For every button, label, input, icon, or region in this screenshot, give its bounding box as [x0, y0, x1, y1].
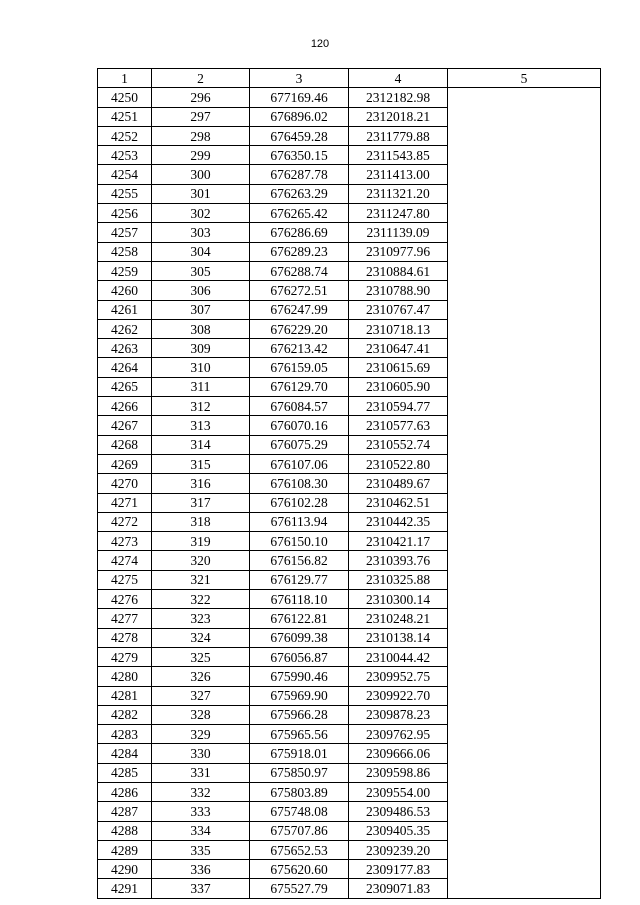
y-coordinate-cell: 2309666.06: [349, 744, 448, 763]
x-coordinate-cell: 675707.86: [250, 821, 349, 840]
x-coordinate-cell: 676247.99: [250, 300, 349, 319]
sequence-number-cell: 330: [152, 744, 250, 763]
point-number-cell: 4265: [98, 377, 152, 396]
point-number-cell: 4272: [98, 512, 152, 531]
point-number-cell: 4290: [98, 860, 152, 879]
y-coordinate-cell: 2310767.47: [349, 300, 448, 319]
sequence-number-cell: 319: [152, 532, 250, 551]
sequence-number-cell: 305: [152, 261, 250, 280]
sequence-number-cell: 327: [152, 686, 250, 705]
y-coordinate-cell: 2310647.41: [349, 339, 448, 358]
column-header-3: 3: [250, 69, 349, 88]
y-coordinate-cell: 2309405.35: [349, 821, 448, 840]
x-coordinate-cell: 676084.57: [250, 397, 349, 416]
sequence-number-cell: 303: [152, 223, 250, 242]
y-coordinate-cell: 2310248.21: [349, 609, 448, 628]
sequence-number-cell: 299: [152, 146, 250, 165]
x-coordinate-cell: 677169.46: [250, 88, 349, 107]
point-number-cell: 4253: [98, 146, 152, 165]
x-coordinate-cell: 676265.42: [250, 204, 349, 223]
table-row: [98, 88, 601, 107]
table-body: [98, 88, 601, 898]
point-number-cell: 4284: [98, 744, 152, 763]
page-number: 120: [310, 38, 330, 50]
sequence-number-cell: 320: [152, 551, 250, 570]
sequence-number-cell: 296: [152, 88, 250, 107]
y-coordinate-cell: 2310884.61: [349, 261, 448, 280]
x-coordinate-cell: 675803.89: [250, 782, 349, 801]
coordinates-table: [97, 68, 601, 899]
y-coordinate-cell: 2310522.80: [349, 454, 448, 473]
x-coordinate-cell: 676287.78: [250, 165, 349, 184]
x-coordinate-cell: 675652.53: [250, 840, 349, 859]
point-number-cell: 4261: [98, 300, 152, 319]
point-number-cell: 4277: [98, 609, 152, 628]
point-number-cell: 4264: [98, 358, 152, 377]
x-coordinate-cell: 675918.01: [250, 744, 349, 763]
y-coordinate-cell: 2310977.96: [349, 242, 448, 261]
point-number-cell: 4262: [98, 319, 152, 338]
x-coordinate-cell: 676159.05: [250, 358, 349, 377]
point-number-cell: 4260: [98, 281, 152, 300]
sequence-number-cell: 304: [152, 242, 250, 261]
point-number-cell: 4252: [98, 126, 152, 145]
y-coordinate-cell: 2310393.76: [349, 551, 448, 570]
sequence-number-cell: 302: [152, 204, 250, 223]
sequence-number-cell: 328: [152, 705, 250, 724]
x-coordinate-cell: 676263.29: [250, 184, 349, 203]
y-coordinate-cell: 2312182.98: [349, 88, 448, 107]
point-number-cell: 4286: [98, 782, 152, 801]
sequence-number-cell: 309: [152, 339, 250, 358]
x-coordinate-cell: 675990.46: [250, 667, 349, 686]
y-coordinate-cell: 2312018.21: [349, 107, 448, 126]
y-coordinate-cell: 2309878.23: [349, 705, 448, 724]
point-number-cell: 4288: [98, 821, 152, 840]
point-number-cell: 4274: [98, 551, 152, 570]
sequence-number-cell: 324: [152, 628, 250, 647]
point-number-cell: 4276: [98, 590, 152, 609]
sequence-number-cell: 310: [152, 358, 250, 377]
y-coordinate-cell: 2309071.83: [349, 879, 448, 898]
x-coordinate-cell: 676070.16: [250, 416, 349, 435]
x-coordinate-cell: 675620.60: [250, 860, 349, 879]
sequence-number-cell: 312: [152, 397, 250, 416]
x-coordinate-cell: 676129.77: [250, 570, 349, 589]
sequence-number-cell: 321: [152, 570, 250, 589]
y-coordinate-cell: 2311779.88: [349, 126, 448, 145]
sequence-number-cell: 315: [152, 454, 250, 473]
y-coordinate-cell: 2310788.90: [349, 281, 448, 300]
sequence-number-cell: 325: [152, 647, 250, 666]
y-coordinate-cell: 2311321.20: [349, 184, 448, 203]
x-coordinate-cell: 676272.51: [250, 281, 349, 300]
sequence-number-cell: 316: [152, 474, 250, 493]
column-header-2: 2: [152, 69, 250, 88]
y-coordinate-cell: 2310421.17: [349, 532, 448, 551]
x-coordinate-cell: 675748.08: [250, 802, 349, 821]
x-coordinate-cell: 676350.15: [250, 146, 349, 165]
x-coordinate-cell: 676288.74: [250, 261, 349, 280]
point-number-cell: 4268: [98, 435, 152, 454]
sequence-number-cell: 313: [152, 416, 250, 435]
x-coordinate-cell: 676122.81: [250, 609, 349, 628]
sequence-number-cell: 307: [152, 300, 250, 319]
x-coordinate-cell: 676213.42: [250, 339, 349, 358]
y-coordinate-cell: 2310044.42: [349, 647, 448, 666]
y-coordinate-cell: 2310615.69: [349, 358, 448, 377]
x-coordinate-cell: 675966.28: [250, 705, 349, 724]
sequence-number-cell: 335: [152, 840, 250, 859]
x-coordinate-cell: 676156.82: [250, 551, 349, 570]
point-number-cell: 4259: [98, 261, 152, 280]
y-coordinate-cell: 2311413.00: [349, 165, 448, 184]
point-number-cell: 4281: [98, 686, 152, 705]
point-number-cell: 4285: [98, 763, 152, 782]
sequence-number-cell: 334: [152, 821, 250, 840]
point-number-cell: 4254: [98, 165, 152, 184]
y-coordinate-cell: 2310138.14: [349, 628, 448, 647]
y-coordinate-cell: 2311139.09: [349, 223, 448, 242]
x-coordinate-cell: 676229.20: [250, 319, 349, 338]
y-coordinate-cell: 2310489.67: [349, 474, 448, 493]
sequence-number-cell: 322: [152, 590, 250, 609]
point-number-cell: 4258: [98, 242, 152, 261]
x-coordinate-cell: 676896.02: [250, 107, 349, 126]
point-number-cell: 4287: [98, 802, 152, 821]
point-number-cell: 4291: [98, 879, 152, 898]
point-number-cell: 4267: [98, 416, 152, 435]
point-number-cell: 4269: [98, 454, 152, 473]
x-coordinate-cell: 676459.28: [250, 126, 349, 145]
sequence-number-cell: 300: [152, 165, 250, 184]
y-coordinate-cell: 2311247.80: [349, 204, 448, 223]
point-number-cell: 4280: [98, 667, 152, 686]
x-coordinate-cell: 676150.10: [250, 532, 349, 551]
table-header-row: [98, 69, 601, 88]
y-coordinate-cell: 2309952.75: [349, 667, 448, 686]
x-coordinate-cell: 676286.69: [250, 223, 349, 242]
sequence-number-cell: 298: [152, 126, 250, 145]
point-number-cell: 4255: [98, 184, 152, 203]
column-header-1: 1: [98, 69, 152, 88]
y-coordinate-cell: 2309486.53: [349, 802, 448, 821]
x-coordinate-cell: 676129.70: [250, 377, 349, 396]
column-header-5: 5: [448, 69, 601, 88]
y-coordinate-cell: 2309598.86: [349, 763, 448, 782]
x-coordinate-cell: 676102.28: [250, 493, 349, 512]
x-coordinate-cell: 676056.87: [250, 647, 349, 666]
sequence-number-cell: 337: [152, 879, 250, 898]
y-coordinate-cell: 2310605.90: [349, 377, 448, 396]
point-number-cell: 4279: [98, 647, 152, 666]
y-coordinate-cell: 2310300.14: [349, 590, 448, 609]
x-coordinate-cell: 675969.90: [250, 686, 349, 705]
y-coordinate-cell: 2310594.77: [349, 397, 448, 416]
point-number-cell: 4257: [98, 223, 152, 242]
y-coordinate-cell: 2309554.00: [349, 782, 448, 801]
point-number-cell: 4250: [98, 88, 152, 107]
x-coordinate-cell: 676107.06: [250, 454, 349, 473]
sequence-number-cell: 333: [152, 802, 250, 821]
sequence-number-cell: 297: [152, 107, 250, 126]
point-number-cell: 4283: [98, 725, 152, 744]
point-number-cell: 4266: [98, 397, 152, 416]
y-coordinate-cell: 2309762.95: [349, 725, 448, 744]
point-number-cell: 4278: [98, 628, 152, 647]
sequence-number-cell: 306: [152, 281, 250, 300]
y-coordinate-cell: 2310718.13: [349, 319, 448, 338]
x-coordinate-cell: 675850.97: [250, 763, 349, 782]
y-coordinate-cell: 2311543.85: [349, 146, 448, 165]
y-coordinate-cell: 2309239.20: [349, 840, 448, 859]
sequence-number-cell: 329: [152, 725, 250, 744]
sequence-number-cell: 323: [152, 609, 250, 628]
y-coordinate-cell: 2310442.35: [349, 512, 448, 531]
x-coordinate-cell: 676118.10: [250, 590, 349, 609]
point-number-cell: 4271: [98, 493, 152, 512]
point-number-cell: 4282: [98, 705, 152, 724]
point-number-cell: 4275: [98, 570, 152, 589]
column-5-empty-cell: [448, 88, 601, 898]
point-number-cell: 4270: [98, 474, 152, 493]
y-coordinate-cell: 2309922.70: [349, 686, 448, 705]
x-coordinate-cell: 675965.56: [250, 725, 349, 744]
sequence-number-cell: 308: [152, 319, 250, 338]
sequence-number-cell: 326: [152, 667, 250, 686]
y-coordinate-cell: 2310462.51: [349, 493, 448, 512]
sequence-number-cell: 311: [152, 377, 250, 396]
x-coordinate-cell: 676099.38: [250, 628, 349, 647]
x-coordinate-cell: 676289.23: [250, 242, 349, 261]
sequence-number-cell: 317: [152, 493, 250, 512]
sequence-number-cell: 301: [152, 184, 250, 203]
sequence-number-cell: 332: [152, 782, 250, 801]
sequence-number-cell: 318: [152, 512, 250, 531]
y-coordinate-cell: 2310577.63: [349, 416, 448, 435]
sequence-number-cell: 331: [152, 763, 250, 782]
point-number-cell: 4289: [98, 840, 152, 859]
x-coordinate-cell: 676108.30: [250, 474, 349, 493]
point-number-cell: 4251: [98, 107, 152, 126]
sequence-number-cell: 314: [152, 435, 250, 454]
x-coordinate-cell: 676075.29: [250, 435, 349, 454]
point-number-cell: 4263: [98, 339, 152, 358]
sequence-number-cell: 336: [152, 860, 250, 879]
column-header-4: 4: [349, 69, 448, 88]
x-coordinate-cell: 676113.94: [250, 512, 349, 531]
x-coordinate-cell: 675527.79: [250, 879, 349, 898]
y-coordinate-cell: 2310325.88: [349, 570, 448, 589]
point-number-cell: 4256: [98, 204, 152, 223]
y-coordinate-cell: 2309177.83: [349, 860, 448, 879]
point-number-cell: 4273: [98, 532, 152, 551]
y-coordinate-cell: 2310552.74: [349, 435, 448, 454]
